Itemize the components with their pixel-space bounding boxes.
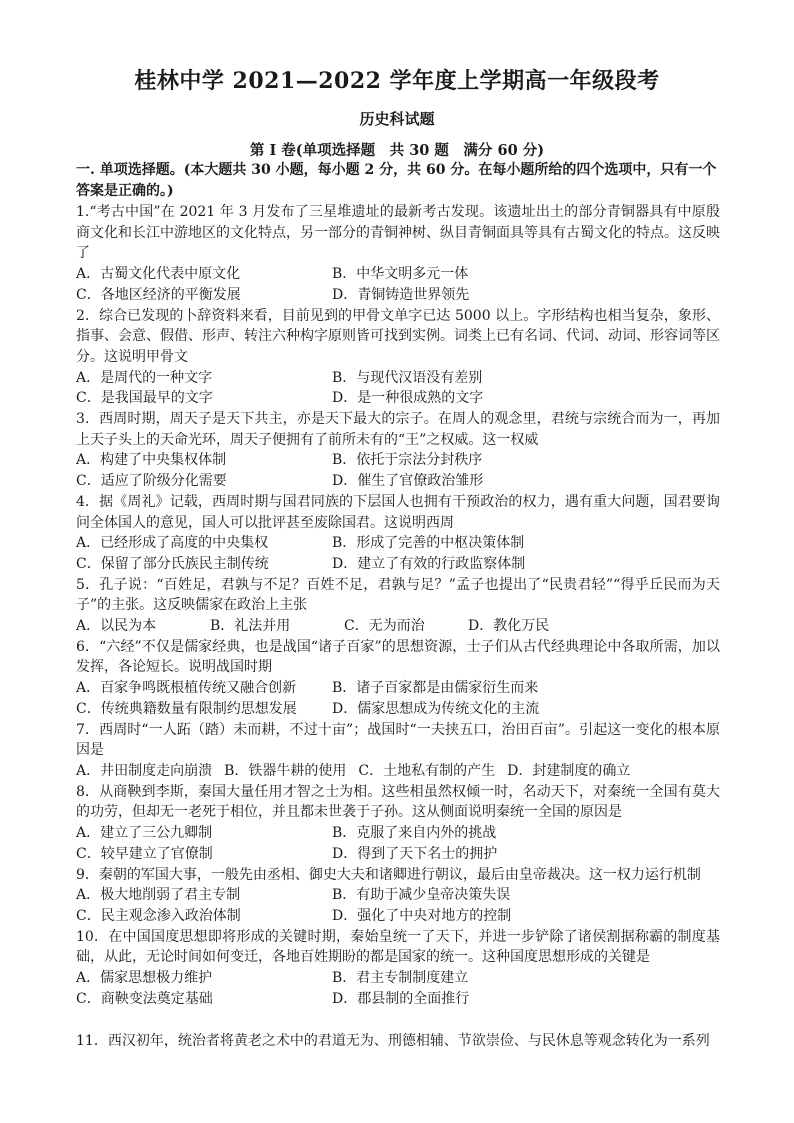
option-c: C．各地区经济的平衡发展 bbox=[76, 286, 241, 303]
option-a: A．建立了三公九卿制 bbox=[76, 825, 213, 842]
question-stem: 7．西周时“一人跖（踏）未而耕，不过十亩”；战国时“一夫挟五口，治田百亩”。引起这一变化的根本原因是 bbox=[76, 721, 720, 759]
option-c: C．民主观念渗入政治体制 bbox=[76, 907, 241, 924]
question-stem: 2．综合已发现的卜辞资料来看，目前见到的甲骨文单字已达 5000 以上。字形结构也相当复杂，象形、指事、会意、假借、形声、转注六种构字原则皆可找到实例。词类上已有名词、代词、动词、形容词等区分。这说明甲骨文 bbox=[76, 307, 720, 365]
exam-title: 桂林中学 2021—2022 学年度上学期高一年级段考 bbox=[134, 68, 660, 94]
option-c: C．较早建立了官僚制 bbox=[76, 845, 213, 862]
question-stem: 9．秦朝的军国大事，一般先由丞相、御史大夫和诸卿进行朝议，最后由皇帝裁决。这一权力运行机制 bbox=[76, 866, 701, 883]
option-a: A．构建了中央集权体制 bbox=[76, 452, 227, 469]
question-stem: 11．西汉初年，统治者将黄老之术中的君道无为、刑德相辅、节欲崇俭、与民休息等观念转化为一系列 bbox=[76, 1033, 710, 1050]
instructions: 一. 单项选择题。(本大题共 30 小题，每小题 2 分，共 60 分。在每小题所给的四个选项中，只有一个答案是正确的。) bbox=[76, 162, 717, 199]
question-stem: 3．西周时期，周天子是天下共主，亦是天下最大的宗子。在周人的观念里，君统与宗统合而为一，再加上天子头上的天命光环，周天子便拥有了前所未有的“王”之权威。这一权威 bbox=[76, 411, 720, 448]
question-8 bbox=[76, 782, 720, 865]
question-5 bbox=[76, 575, 720, 637]
option-d: D．郡县制的全面推行 bbox=[332, 990, 470, 1007]
question-3 bbox=[76, 409, 720, 492]
question-stem: 1.“考古中国”在 2021 年 3 月发布了三星堆遗址的最新考古发现。该遗址出土的部分青铜器具有中原殷商文化和长江中游地区的文化特点，另一部分的青铜神树、纵目青铜面具等具有古蜀文化的特点。这反映了 bbox=[76, 204, 720, 262]
option-b: B．依托于宗法分封秩序 bbox=[332, 452, 483, 469]
question-9 bbox=[76, 865, 720, 927]
question-stem: 8．从商鞅到李斯，秦国大量任用才智之士为相。这些相虽然权倾一时，名动天下，对秦统一全国有莫大的功劳，但却无一老死于相位，并且都未世袭于子孙。这从侧面说明秦统一全国的原因是 bbox=[76, 783, 720, 821]
question-10 bbox=[76, 927, 720, 1010]
option-c: C．是我国最早的文字 bbox=[76, 390, 213, 407]
question-stem: 4．据《周礼》记载，西周时期与国君同族的下层国人也拥有干预政治的权力，遇有重大问题，国君要询问全体国人的意见，国人可以批评甚至废除国君。这说明西周 bbox=[76, 493, 720, 531]
question-stem: 10．在中国国度思想即将形成的关键时期，秦始皇统一了天下，并进一步铲除了诸侯割据称霸的制度基础，从此，无论时间如何变迁，各地百姓期盼的都是国家的统一。这种国度思想形成的关键是 bbox=[76, 928, 720, 966]
question-11 bbox=[76, 1031, 720, 1052]
option-a: A．儒家思想极力维护 bbox=[76, 970, 213, 987]
option-a: A．百家争鸣既根植传统又融合创新 bbox=[76, 680, 297, 697]
question-stem: 5．孔子说：“百姓足，君孰与不足？百姓不足，君孰与足？”孟子也提出了“民贵君轻”“得乎丘民而为天子”的主张。这反映儒家在政治上主张 bbox=[76, 576, 720, 614]
option-c: C．无为而治 bbox=[344, 618, 425, 635]
exam-subtitle: 历史科试题 bbox=[359, 110, 435, 128]
question-list bbox=[76, 160, 720, 1052]
option-b: B．中华文明多元一体 bbox=[332, 266, 469, 283]
option-b: B．君主专制制度建立 bbox=[332, 970, 469, 987]
section-heading: 第 I 卷(单项选择题 共 30 题 满分 60 分) bbox=[249, 142, 545, 159]
option-a: A．井田制度走向崩溃 bbox=[76, 762, 213, 779]
option-a: A．极大地削弱了君主专制 bbox=[76, 887, 241, 904]
option-d: D．封建制度的确立 bbox=[507, 762, 631, 779]
option-a: A．已经形成了高度的中央集权 bbox=[76, 535, 269, 552]
option-a: A．是周代的一种文字 bbox=[76, 369, 213, 386]
option-d: D．得到了天下名士的拥护 bbox=[332, 845, 498, 862]
option-b: B．礼法并用 bbox=[210, 618, 291, 635]
question-4 bbox=[76, 492, 720, 575]
option-d: D．强化了中央对地方的控制 bbox=[332, 907, 512, 924]
option-b: B．形成了完善的中枢决策体制 bbox=[332, 535, 525, 552]
option-c: C．商鞅变法奠定基础 bbox=[76, 990, 213, 1007]
question-2 bbox=[76, 306, 720, 410]
option-a: A．以民为本 bbox=[76, 618, 157, 635]
option-c: C．土地私有制的产生 bbox=[358, 762, 496, 779]
question-stem: 6．“六经”不仅是儒家经典，也是战国“诸子百家”的思想资源，士子们从古代经典理论中各取所需，加以发挥，各论短长。说明战国时期 bbox=[76, 638, 720, 676]
option-d: D．是一种很成熟的文字 bbox=[332, 390, 484, 407]
option-c: C．适应了阶级分化需要 bbox=[76, 473, 227, 490]
option-d: D．催生了官僚政治雏形 bbox=[332, 473, 484, 490]
option-d: D．教化万民 bbox=[468, 618, 550, 635]
option-d: D．儒家思想成为传统文化的主流 bbox=[332, 700, 540, 717]
option-d: D．青铜铸造世界领先 bbox=[332, 286, 470, 303]
question-6 bbox=[76, 637, 720, 720]
option-d: D．建立了有效的行政监察体制 bbox=[332, 555, 526, 572]
option-c: C．保留了部分氏族民主制传统 bbox=[76, 555, 269, 572]
option-b: B．诸子百家都是由儒家衍生而来 bbox=[332, 680, 539, 697]
option-b: B．铁器牛耕的使用 bbox=[224, 762, 347, 779]
question-1 bbox=[76, 202, 720, 306]
option-a: A．古蜀文化代表中原文化 bbox=[76, 266, 241, 283]
option-b: B．克服了来自内外的挑战 bbox=[332, 825, 497, 842]
option-b: B．有助于减少皇帝决策失误 bbox=[332, 887, 511, 904]
spacer bbox=[76, 1009, 720, 1031]
question-7 bbox=[76, 720, 720, 782]
option-c: C．传统典籍数量有限制约思想发展 bbox=[76, 700, 297, 717]
option-b: B．与现代汉语没有差别 bbox=[332, 369, 483, 386]
